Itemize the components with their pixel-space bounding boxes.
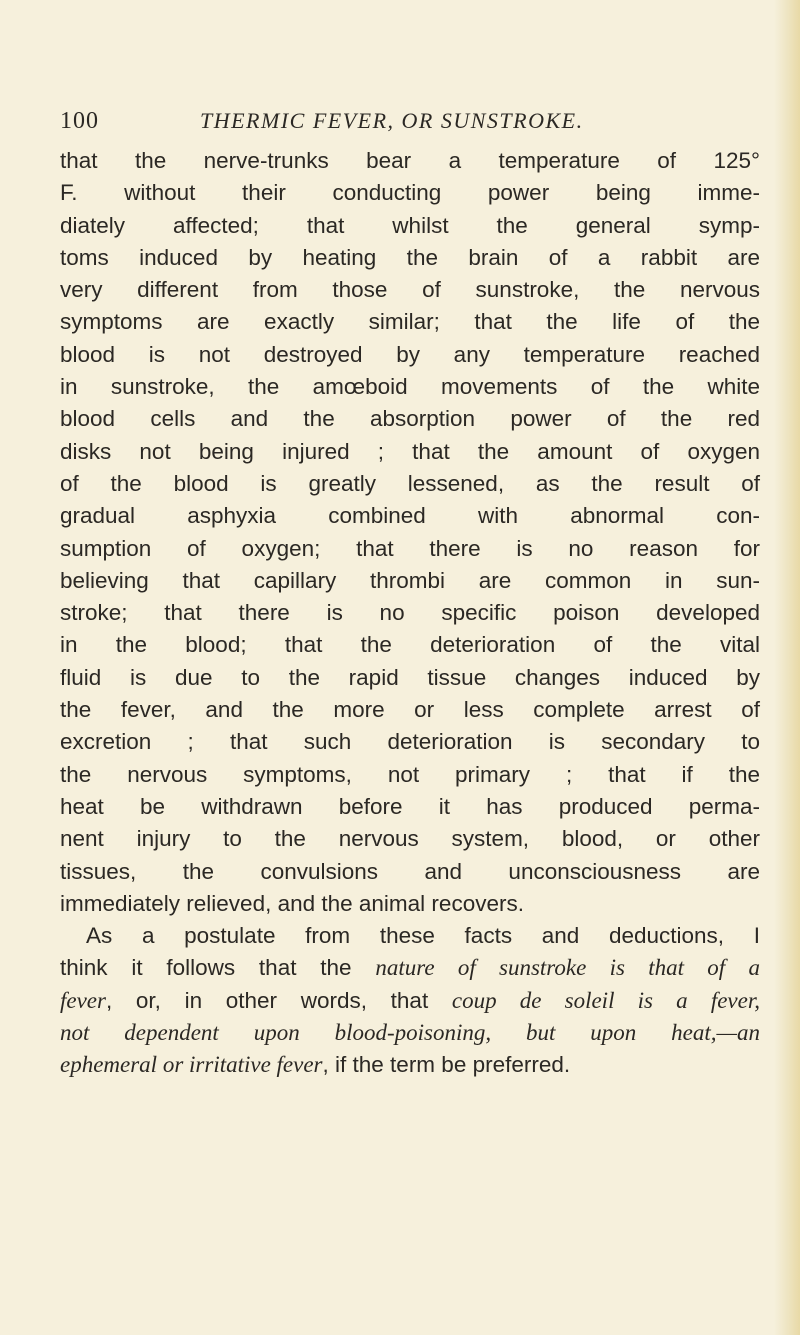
text-line: excretion ; that such deterioration is secondary to <box>60 729 760 755</box>
conclusion-italic: —an <box>716 1020 760 1046</box>
text-line: gradual asphyxia combined with abnormal con- <box>60 503 760 529</box>
text-line: of the blood is greatly lessened, as the result of <box>60 470 760 496</box>
text-line: diately affected; that whilst the general symp- <box>60 212 760 238</box>
text-line: believing that capillary thrombi are common in sun- <box>60 567 760 593</box>
conclusion-italic: nature of sunstroke is that of a <box>375 955 760 981</box>
page-header <box>0 108 800 148</box>
conclusion-text: , or, in other words, that <box>105 987 452 1013</box>
text-line: the nervous symptoms, not primary ; that if the <box>60 761 760 787</box>
conclusion-text: As a postulate from these facts and deductions, I <box>86 923 760 949</box>
page-number: 100 <box>60 108 99 134</box>
text-line: toms induced by heating the brain of a rabbit are <box>60 244 760 270</box>
page-edge-shading <box>774 0 800 1335</box>
conclusion-line <box>60 920 760 952</box>
text-line: nent injury to the nervous system, blood, or other <box>60 826 760 852</box>
text-line: very different from those of sunstroke, the nervous <box>60 277 760 303</box>
conclusion-text: , if the term be preferred. <box>322 1052 571 1078</box>
text-line: in the blood; that the deterioration of the vital <box>60 632 760 658</box>
conclusion-italic: not dependent upon blood-poisoning, but upon heat, <box>60 1020 717 1046</box>
conclusion-line <box>60 952 760 984</box>
conclusion-italic: ephemeral or irritative fever <box>60 1052 323 1078</box>
text-line: stroke; that there is no specific poison developed <box>60 600 760 626</box>
text-line: heat be withdrawn before it has produced perma- <box>60 793 760 819</box>
conclusion-italic: fever <box>60 987 106 1013</box>
conclusion-italic: coup de soleil is a fever, <box>451 987 760 1013</box>
conclusion-line <box>60 1017 760 1049</box>
conclusion-line <box>60 1049 760 1081</box>
text-line: disks not being injured ; that the amount of oxygen <box>60 438 760 464</box>
text-line: the fever, and the more or less complete arrest of <box>60 697 760 723</box>
text-line: in sunstroke, the amœboid movements of the white <box>60 374 760 400</box>
text-line: sumption of oxygen; that there is no reason for <box>60 535 760 561</box>
conclusion-line <box>60 985 760 1017</box>
running-title: THERMIC FEVER, OR SUNSTROKE. <box>200 108 584 133</box>
text-line: that the nerve-trunks bear a temperature of 125° <box>60 148 760 173</box>
text-line: immediately relieved, and the animal recovers. <box>60 890 524 916</box>
text-line: blood cells and the absorption power of the red <box>60 406 760 432</box>
body-text <box>60 145 760 1082</box>
conclusion-text: think it follows that the <box>60 955 376 981</box>
text-line: F. without their conducting power being imme- <box>60 180 760 206</box>
text-line: symptoms are exactly similar; that the life of the <box>60 309 760 335</box>
text-line: fluid is due to the rapid tissue changes induced by <box>60 664 760 690</box>
text-line: tissues, the convulsions and unconsciousness are <box>60 858 760 884</box>
text-line: blood is not destroyed by any temperature reached <box>60 341 760 367</box>
